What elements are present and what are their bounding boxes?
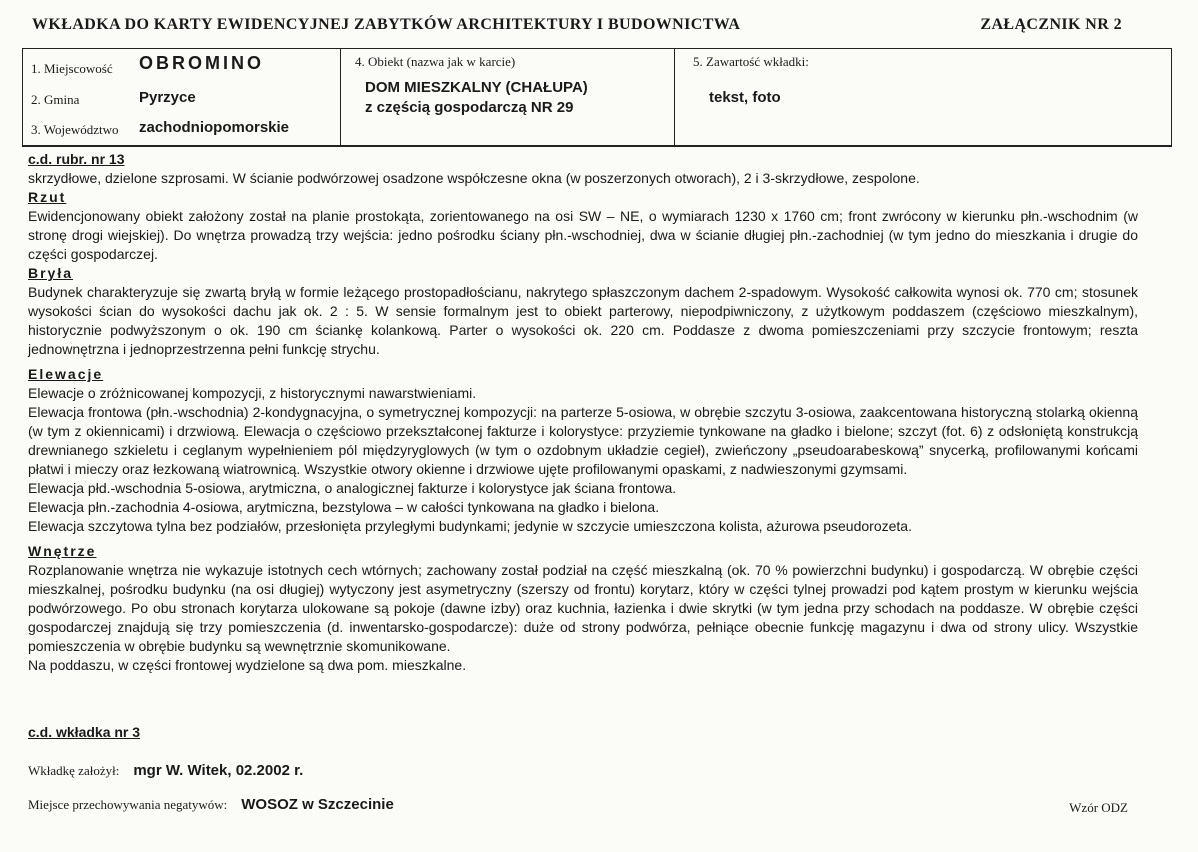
object-cell <box>341 49 675 145</box>
section-heading-elewacje: Elewacje <box>28 366 104 382</box>
next-insert-reference: c.d. wkładka nr 3 <box>28 724 141 740</box>
section-text-rzut: Ewidencjonowany obiekt założony został na planie prostokąta, zorientowanego na osi SW – NE, o wymiarach 1230 x 1760 cm; front zwrócony w kierunku płn.-wschodnim (w stronę drogi wiejskiej). Do wnętrza prowadzą trzy wejścia: jedno pośrodku ściany płn.-wschodniej, dwa w ścianie długiej płn.-zachodniej (w tym jedno do mieszkania i drugie do części gospodarczej. <box>28 208 1138 262</box>
section-text-elewacje-2: Elewacja frontowa (płn.-wschodnia) 2-kondygnacyjna, o symetrycznej kompozycji: na parterze 5-osiowa, w obrębie szczytu 3-osiowa, zaakcentowana historyczną stolarką okienną (w tym z okiennicami) i drzwiową. Elewacja o częściowo przekształconej fakturze i kolorystyce: przyziemie tynkowane na gładko i bielone; szczyt (fot. 6) z odsłoniętą konstrukcją drewnianego szkieletu i ceglanym wypełnieniem pól międzyryglowych (w tym o ozdobnym układzie cegieł), zwieńczony „pseudoarabeskową” snycerką, profilowanymi końcami płatwi i mieczy oraz łezkowaną wiatrownicą. Wszystkie otwory okienne i drzwiowe ujęte profilowanymi opaskami, z nadwieszonymi gzymsami. <box>28 404 1138 477</box>
object-name-line2: z częścią gospodarczą NR 29 <box>365 99 574 116</box>
author-value: mgr W. Witek, 02.2002 r. <box>133 762 304 779</box>
object-label: 4. Obiekt (nazwa jak w karcie) <box>355 54 516 69</box>
author-line <box>28 762 303 780</box>
description-body <box>28 150 1138 675</box>
section-text-wnetrze-2: Na poddaszu, w części frontowej wydzielone są dwa pom. mieszkalne. <box>28 657 467 673</box>
locality-value: OBROMINO <box>139 53 264 73</box>
section-text-wnetrze-1: Rozplanowanie wnętrza nie wykazuje istotnych cech wtórnych; zachowany został podział na część mieszkalną (ok. 70 % powierzchni budynku) i gospodarczą. W obrębie części mieszkalnej, pośrodku budynku (na osi długiej) wytyczony jest asymetryczny (szerszy od frontu) korytarz, który w części tylnej prowadzi pod kątem prostym w kierunku wejścia podwórzowego. Po obu stronach korytarza ulokowane są pokoje (dawne izby) oraz kuchnia, łazienka i dwie skrytki (w tym jedna przy schodach na poddasze. W obrębie części gospodarczej znajdują się trzy pomieszczenia (d. inwentarsko-gospodarcze): duże od strony podwórza, pełniące obecnie funkcję magazynu i dwa od strony ulicy. Wszystkie pomieszczenia w obrębie budynku są wewnętrznie skomunikowane. <box>28 562 1138 654</box>
contents-value: tekst, foto <box>709 89 781 106</box>
locality-label: 1. Miejscowość <box>31 61 113 76</box>
annex-number: ZAŁĄCZNIK NR 2 <box>980 16 1122 33</box>
location-cell <box>23 49 341 145</box>
storage-label: Miejsce przechowywania negatywów: <box>28 797 228 812</box>
continuation-heading: c.d. rubr. nr 13 <box>28 151 125 167</box>
author-label: Wkładkę założył: <box>28 763 120 778</box>
commune-value: Pyrzyce <box>139 89 196 106</box>
header-table <box>22 48 1172 147</box>
object-name-line1: DOM MIESZKALNY (CHAŁUPA) <box>365 79 588 96</box>
form-model: Wzór ODZ <box>1069 800 1128 815</box>
contents-label: 5. Zawartość wkładki: <box>693 54 809 69</box>
section-heading-wnetrze: Wnętrze <box>28 543 97 559</box>
section-text-bryla: Budynek charakteryzuje się zwartą bryłą w formie leżącego prostopadłościanu, nakrytego spłaszczonym dachem 2-spadowym. Wysokość całkowita wynosi ok. 770 cm; stosunek wysokości ścian do wysokości dachu jak ok. 2 : 5. W sensie formalnym jest to obiekt parterowy, niepodpiwniczony, z użytkowym poddaszem (częściowo mieszkalnym), historycznie podwyższonym o ok. 190 cm ściankę kolankową. Parter o wysokości ok. 220 cm. Poddasze z dwoma pomieszczeniami przy szczycie frontowym; reszta jednownętrzna i jednoprzestrzenna pełni funkcję strychu. <box>28 284 1138 357</box>
continuation-text: skrzydłowe, dzielone szprosami. W ścianie podwórzowej osadzone współczesne okna (w poszerzonych otworach), 2 i 3-skrzydłowe, zespolone. <box>28 170 920 186</box>
storage-value: WOSOZ w Szczecinie <box>241 796 394 813</box>
commune-label: 2. Gmina <box>31 92 80 107</box>
section-text-elewacje-3: Elewacja płd.-wschodnia 5-osiowa, arytmiczna, o analogicznej fakturze i kolorystyce jak ściana frontowa. <box>28 480 677 496</box>
section-text-elewacje-1: Elewacje o zróżnicowanej kompozycji, z historycznymi nawarstwieniami. <box>28 385 477 401</box>
storage-line <box>28 796 394 814</box>
document-title: WKŁADKA DO KARTY EWIDENCYJNEJ ZABYTKÓW ARCHITEKTURY I BUDOWNICTWA <box>32 16 741 33</box>
voivodeship-value: zachodniopomorskie <box>139 119 290 136</box>
section-text-elewacje-5: Elewacja szczytowa tylna bez podziałów, przesłonięta przyległymi budynkami; jedynie w szczycie umieszczona kolista, ażurowa pseudorozeta. <box>28 518 912 534</box>
section-heading-bryla: Bryła <box>28 265 74 281</box>
section-text-elewacje-4: Elewacja płn.-zachodnia 4-osiowa, arytmiczna, bezstylowa – w całości tynkowana na gładko i bielona. <box>28 499 660 515</box>
contents-cell <box>675 49 1171 145</box>
section-heading-rzut: Rzut <box>28 189 67 205</box>
voivodeship-label: 3. Województwo <box>31 122 119 137</box>
